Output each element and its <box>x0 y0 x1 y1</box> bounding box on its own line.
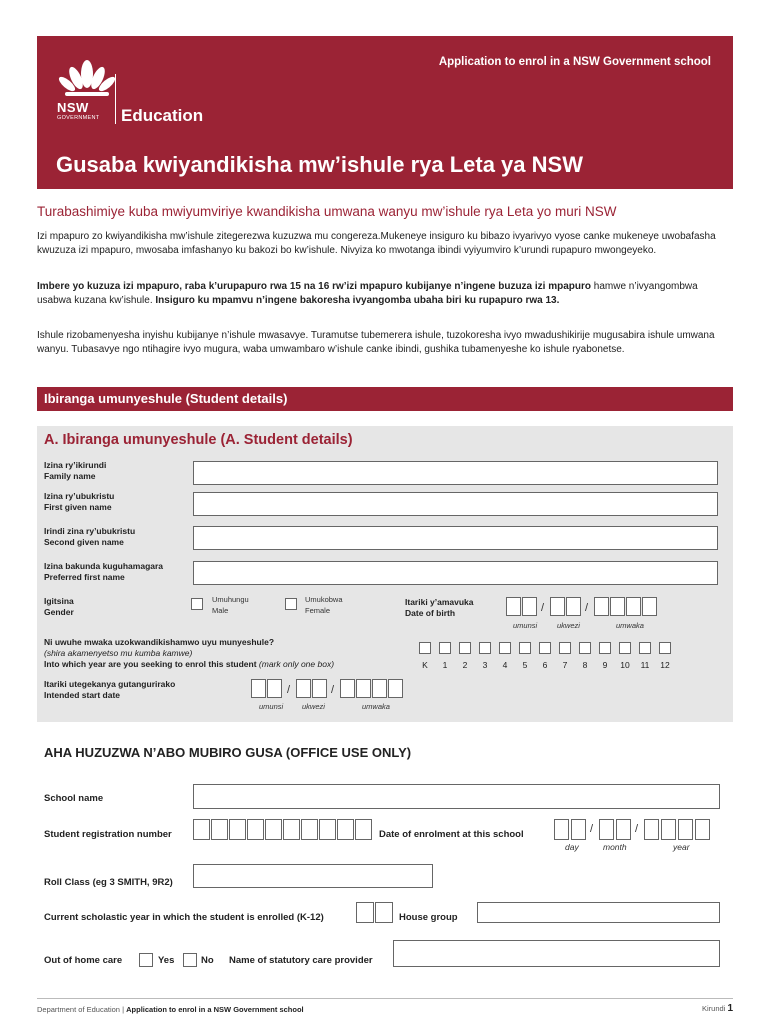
start-slash-1: / <box>287 684 291 696</box>
date-enrolment-label: Date of enrolment at this school <box>379 829 524 840</box>
enrol-slash-1: / <box>590 823 594 835</box>
enrol-year-checkbox-2[interactable] <box>459 642 471 654</box>
gender-female-checkbox[interactable] <box>285 598 297 610</box>
start-year-cell-1[interactable] <box>340 679 355 698</box>
student-registration-cell-6[interactable] <box>283 819 300 840</box>
enrol-year-checkbox-k[interactable] <box>419 642 431 654</box>
male-label-english: Male <box>212 606 229 615</box>
enrol-year-label-2: 2 <box>462 660 468 670</box>
start-date-label-kirundi: Itariki utegekanya gutangurirako <box>44 679 176 689</box>
dob-year-cell-1[interactable] <box>594 597 609 616</box>
start-date-label-english: Intended start date <box>44 690 121 700</box>
logo-education: Education <box>121 106 204 125</box>
dob-year-hint: umwaka <box>616 621 644 630</box>
enrol-year-cell-1[interactable] <box>644 819 659 840</box>
dob-label-kirundi: Itariki y’amavuka <box>405 597 474 607</box>
dob-day-cell-1[interactable] <box>506 597 521 616</box>
enrol-year-note-english: (mark only one box) <box>258 659 335 669</box>
intro-p2-bold-a: Imbere yo kuzuza izi mpapuro, raba k’urupapuro rwa 15 na 16 rw’izi mpapuro kubijanye n’ingene buzuza izi mpapuro <box>37 281 591 292</box>
dob-label-english: Date of birth <box>405 608 456 618</box>
page-title: Gusaba kwiyandikisha mw’ishule rya Leta ya NSW <box>56 152 583 177</box>
enrol-year-checkbox-3[interactable] <box>479 642 491 654</box>
dob-month-cell-2[interactable] <box>566 597 581 616</box>
house-group-input[interactable] <box>477 902 720 923</box>
gender-female-label <box>305 594 343 616</box>
office-use-section <box>37 735 733 985</box>
start-month-cell-2[interactable] <box>312 679 327 698</box>
second-given-name-input[interactable] <box>193 526 718 550</box>
logo-nsw: NSW <box>57 100 89 115</box>
gender-label <box>44 596 74 618</box>
student-details-band: Ibiranga umunyeshule (Student details) <box>37 387 733 411</box>
enrol-slash-2: / <box>635 823 639 835</box>
enrol-year-cell-3[interactable] <box>678 819 693 840</box>
intro-p2-bold-b: Insiguro ku mpamvu n’ingene bakoresha ivyangomba ubaha biri ku rupapuro rwa 13. <box>155 294 560 306</box>
dob-day-hint: umunsi <box>513 621 538 630</box>
section-a-title: A. Ibiranga umunyeshule (A. Student details) <box>44 432 353 448</box>
student-registration-cell-10[interactable] <box>355 819 372 840</box>
gender-male-label <box>212 594 249 616</box>
dob-slash-1: / <box>541 602 545 614</box>
student-registration-cell-9[interactable] <box>337 819 354 840</box>
section-a-student-details <box>37 426 733 722</box>
school-name-input[interactable] <box>193 784 720 809</box>
student-registration-cell-5[interactable] <box>265 819 282 840</box>
enrol-day-cell-2[interactable] <box>571 819 586 840</box>
enrol-year-checkbox-12[interactable] <box>659 642 671 654</box>
logo-divider <box>115 74 116 124</box>
dob-month-hint: ukwezi <box>557 621 580 630</box>
enrol-year-label-9: 9 <box>602 660 608 670</box>
out-of-home-no-label: No <box>201 955 214 966</box>
enrol-day-hint: day <box>565 842 579 852</box>
enrol-year-checkbox-10[interactable] <box>619 642 631 654</box>
dob-year-cell-4[interactable] <box>642 597 657 616</box>
enrol-year-label-1: 1 <box>442 660 448 670</box>
enrol-year-label-k: K <box>422 660 428 670</box>
student-registration-cell-8[interactable] <box>319 819 336 840</box>
page-footer <box>37 998 733 1014</box>
student-registration-cell-3[interactable] <box>229 819 246 840</box>
house-group-label: House group <box>399 912 458 923</box>
logo-government: GOVERNMENT <box>57 115 100 121</box>
student-registration-cell-7[interactable] <box>301 819 318 840</box>
enrol-year-label-6: 6 <box>542 660 548 670</box>
scholastic-year-label: Current scholastic year in which the student is enrolled (K-12) <box>44 912 324 923</box>
enrol-year-question-kirundi: Ni uwuhe mwaka uzokwandikishamwo uyu munyeshule? <box>44 637 275 647</box>
first-given-name-input[interactable] <box>193 492 718 516</box>
enrol-year-checkbox-9[interactable] <box>599 642 611 654</box>
enrol-year-note-kirundi: (shira akamenyetso mu kumba kamwe) <box>44 648 193 658</box>
intro-paragraph-3: Ishule rizobamenyesha inyishu kubijanye n’ishule mwasavye. Turamutse tubemerera ishule, tuzokoresha ivyo mwadushikirije mugusabira ishule umwana wanyu. Tubasavye ngo ntihagire ivyo mugura, waba umwambaro w’ishule canke ibindi, gushika tubamenyeshe ko ishule ryabonetse. <box>37 330 715 355</box>
footer-right <box>702 1003 733 1014</box>
school-name-label: School name <box>44 793 104 804</box>
footer-separator: | <box>122 1005 125 1014</box>
first-name-label-english: First given name <box>44 502 112 512</box>
page-number: 1 <box>727 1003 733 1014</box>
footer-document-title: Application to enrol in a NSW Government school <box>126 1005 304 1014</box>
enrol-year-label-10: 10 <box>620 660 630 670</box>
statutory-provider-input[interactable] <box>393 940 720 967</box>
enrol-year-cell-4[interactable] <box>695 819 710 840</box>
page-subtitle: Turabashimiye kuba mwiyumviriye kwandikisha umwana wanyu mw’ishule rya Leta yo muri NSW <box>37 204 617 219</box>
gender-male-checkbox[interactable] <box>191 598 203 610</box>
male-label-kirundi: Umuhungu <box>212 595 249 604</box>
enrol-month-cell-2[interactable] <box>616 819 631 840</box>
intro-paragraph-2 <box>37 280 733 307</box>
intro-paragraph-1: Izi mpapuro zo kwiyandikisha mw’ishule zitegerezwa kuzuzwa mu congereza.Mukeneye insiguro ku bibazo ivyarivyo vyose canke mukeneye uwobafasha kwuzuza izi mpapuro, mwosaba imfashanyo ku bakozi bo kw’ishule. Nivyiza ko mwotanga ibindi vyiyumviro k’urundi rupapuro mwongeyeko. <box>37 231 716 256</box>
enrol-year-checkbox-4[interactable] <box>499 642 511 654</box>
second-name-label-english: Second given name <box>44 537 124 547</box>
preferred-name-label <box>44 561 163 583</box>
start-year-cell-3[interactable] <box>372 679 387 698</box>
enrol-month-cell-1[interactable] <box>599 819 614 840</box>
out-of-home-yes-checkbox[interactable] <box>139 953 153 967</box>
application-title: Application to enrol in a NSW Government school <box>438 56 711 68</box>
scholastic-year-cell-2[interactable] <box>375 902 393 923</box>
enrol-year-label-3: 3 <box>482 660 488 670</box>
student-registration-cell-4[interactable] <box>247 819 264 840</box>
second-name-label <box>44 526 135 548</box>
enrol-year-checkbox-11[interactable] <box>639 642 651 654</box>
student-registration-cell-1[interactable] <box>193 819 210 840</box>
preferred-first-name-input[interactable] <box>193 561 718 585</box>
enrol-year-label-11: 11 <box>640 660 650 670</box>
enrol-year-label-8: 8 <box>582 660 588 670</box>
roll-class-label: Roll Class (eg 3 SMITH, 9R2) <box>44 877 173 888</box>
out-of-home-no-checkbox[interactable] <box>183 953 197 967</box>
enrol-year-checkbox-5[interactable] <box>519 642 531 654</box>
footer-left <box>37 1005 304 1014</box>
enrol-year-cell-2[interactable] <box>661 819 676 840</box>
enrol-year-checkbox-8[interactable] <box>579 642 591 654</box>
enrol-year-hint: year <box>673 842 690 852</box>
dob-year-cell-2[interactable] <box>610 597 625 616</box>
first-name-label-kirundi: Izina ry’ubukristu <box>44 491 115 501</box>
enrol-year-question-english: Into which year are you seeking to enrol this student <box>44 659 257 669</box>
out-of-home-yes-label: Yes <box>158 955 175 966</box>
gender-label-kirundi: Igitsina <box>44 596 74 606</box>
office-use-title: AHA HUZUZWA N’ABO MUBIRO GUSA (OFFICE USE ONLY) <box>44 745 412 760</box>
preferred-name-label-english: Preferred first name <box>44 572 125 582</box>
gender-label-english: Gender <box>44 607 74 617</box>
enrol-day-cell-1[interactable] <box>554 819 569 840</box>
dob-slash-2: / <box>585 602 589 614</box>
start-day-cell-2[interactable] <box>267 679 282 698</box>
start-day-cell-1[interactable] <box>251 679 266 698</box>
intro-p2-normal: hamwe n’ivyangombwa usabwa kuzana kw’ishule. <box>37 281 698 306</box>
enrol-year-label-4: 4 <box>502 660 508 670</box>
first-name-label <box>44 491 114 513</box>
start-month-cell-1[interactable] <box>296 679 311 698</box>
out-of-home-care-label: Out of home care <box>44 955 123 966</box>
start-month-hint: ukwezi <box>302 702 325 711</box>
start-year-cell-4[interactable] <box>388 679 403 698</box>
enrol-year-question <box>44 637 334 670</box>
enrol-year-checkbox-1[interactable] <box>439 642 451 654</box>
start-day-hint: umunsi <box>259 702 284 711</box>
waratah-icon <box>57 54 117 104</box>
enrol-year-label-5: 5 <box>522 660 528 670</box>
start-year-cell-2[interactable] <box>356 679 371 698</box>
dob-day-cell-2[interactable] <box>522 597 537 616</box>
enrol-month-hint: month <box>603 842 627 852</box>
start-slash-2: / <box>331 684 335 696</box>
dob-year-cell-3[interactable] <box>626 597 641 616</box>
scholastic-year-cell-1[interactable] <box>356 902 374 923</box>
second-name-label-kirundi: Irindi zina ry’ubukristu <box>44 526 136 536</box>
dob-label <box>405 597 474 619</box>
enrol-year-label-12: 12 <box>660 660 670 670</box>
statutory-provider-label: Name of statutory care provider <box>229 955 373 966</box>
footer-language: Kirundi <box>701 1004 726 1013</box>
start-year-hint: umwaka <box>362 702 390 711</box>
enrol-year-checkbox-6[interactable] <box>539 642 551 654</box>
female-label-kirundi: Umukobwa <box>305 595 343 604</box>
preferred-name-label-kirundi: Izina bakunda kuguhamagara <box>44 561 164 571</box>
footer-department: Department of Education <box>37 1005 120 1014</box>
enrol-year-checkbox-7[interactable] <box>559 642 571 654</box>
female-label-english: Female <box>305 606 331 615</box>
start-date-label <box>44 679 175 701</box>
dob-month-cell-1[interactable] <box>550 597 565 616</box>
family-name-label <box>44 460 106 482</box>
enrol-year-label-7: 7 <box>562 660 568 670</box>
family-name-input[interactable] <box>193 461 718 485</box>
header-banner <box>37 36 733 189</box>
family-name-label-english: Family name <box>44 471 96 481</box>
student-registration-label: Student registration number <box>44 829 172 840</box>
student-registration-cell-2[interactable] <box>211 819 228 840</box>
family-name-label-kirundi: Izina ry’ikirundi <box>44 460 107 470</box>
roll-class-input[interactable] <box>193 864 433 888</box>
